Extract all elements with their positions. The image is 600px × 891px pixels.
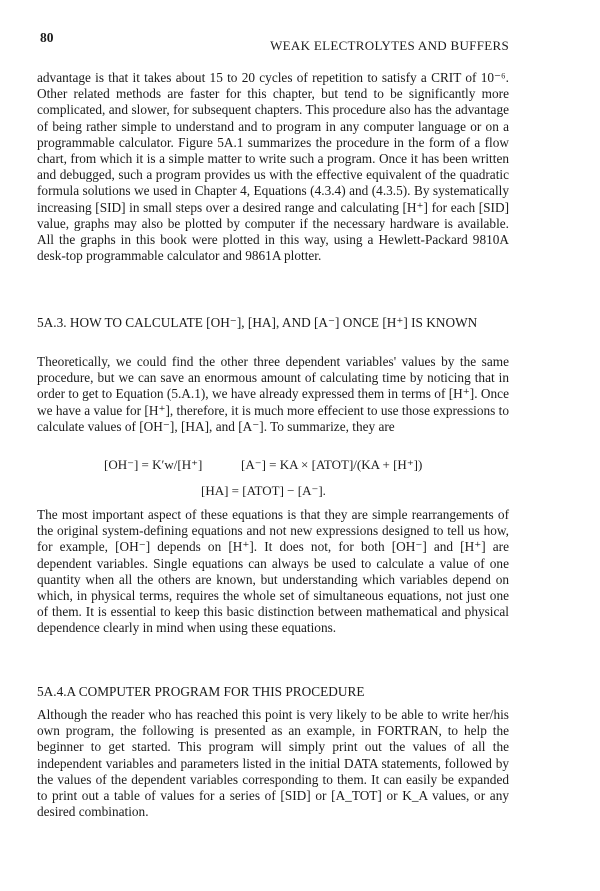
section-heading-text: 5A.4.A COMPUTER PROGRAM FOR THIS PROCEDURE: [37, 684, 365, 699]
equation-oh: [OH⁻] = K′w/[H⁺]: [104, 457, 203, 472]
section-heading-text: 5A.3. HOW TO CALCULATE [OH⁻], [HA], AND [A⁻] ONCE [H⁺] IS KNOWN: [37, 315, 478, 330]
paragraph-text: Although the reader who has reached this point is very likely to be able to write her/his own program, the following is presented as an example, in FORTRAN, to help the beginner to get started. This program will simply print out the values of all the independent variables and parameters listed in the initial DATA statements, followed by the values of the dependent variables corresponding to them. It can easily be expanded to print out a table of values for a series of [SID] or [A_TOT] or K_A values, or any desired combination.: [37, 707, 509, 820]
section-heading-5a3: [37, 315, 509, 331]
running-head: WEAK ELECTROLYTES AND BUFFERS: [270, 38, 509, 53]
paragraph-text: Theoretically, we could find the other three dependent variables' values by the same procedure, but we can save an enormous amount of calculating time by noticing that in order to get to Equation (5.A.1), we have already expressed them in terms of [H⁺]. Once we have a value for [H⁺], therefore, it is much more effecient to use those expressions to calculate values of [OH⁻], [HA], and [A⁻]. To summarize, they are: [37, 354, 510, 434]
section-heading-5a4: [37, 684, 509, 700]
paragraph-aspect: [37, 507, 509, 637]
paragraph-intro: [37, 70, 509, 264]
paragraph-theory: [37, 354, 509, 435]
equation-ha: [HA] = [ATOT] − [A⁻].: [201, 483, 326, 498]
paragraph-program: [37, 707, 509, 820]
equation-a-minus: [A⁻] = KA × [ATOT]/(KA + [H⁺]): [241, 457, 423, 472]
paragraph-text: The most important aspect of these equations is that they are simple rearrangements of the original system-defining equations and not new expressions designed to tell us how, for example, [OH⁻] depends on [H⁺]. It does not, for both [OH⁻] and [H⁺] are dependent variables. Single equations can always be used to calculate a value of one quantity when all the others are known, but understanding which variables depend on which, in physical terms, requires the whole set of simultaneous equations, not just one of them. It is essential to keep this basic distinction between mathematical and physical dependence clearly in mind when using these equations.: [37, 507, 509, 636]
page-number: 80: [40, 30, 54, 45]
paragraph-text: advantage is that it takes about 15 to 20 cycles of repetition to satisfy a CRIT of 10⁻⁶. Other related methods are faster for this chapter, but tend to be significantly more complicated, and slower, for subsequent chapters. This procedure also has the advantage of being rather simple to understand and to program in any computer language or on a programmable calculator. Figure 5A.1 summarizes the procedure in the form of a flow chart, from which it is a simple matter to write such a program. Once it has been written and debugged, such a program provides us with the effective equivalent of the quadratic formula solutions we used in Chapter 4, Equations (4.3.4) and (4.3.5). By systematically increasing [SID] in small steps over a desired range and calculating [H⁺] for each [SID] value, graphs may also be plotted by computer if the necessary hardware is available. All the graphs in this book were plotted in this way, using a Hewlett-Packard 9810A desk-top programmable calculator and 9861A plotter.: [37, 70, 509, 264]
